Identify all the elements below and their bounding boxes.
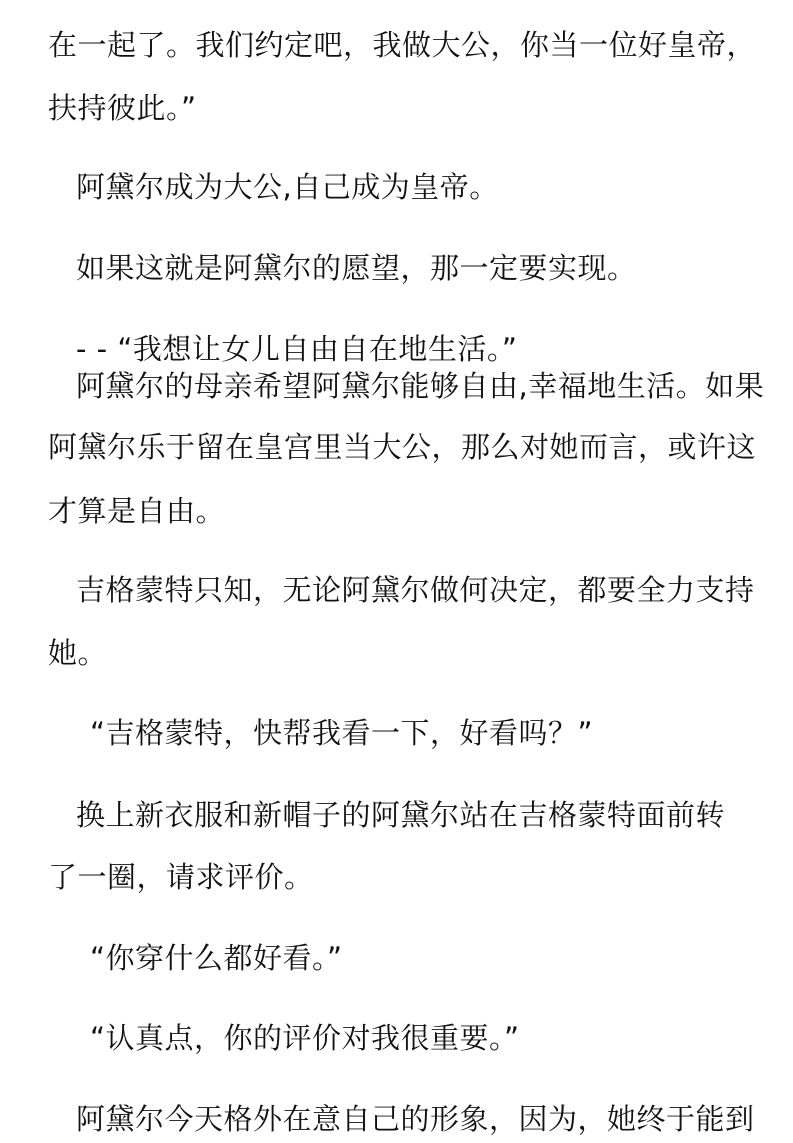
text-line: 扶持彼此。” bbox=[48, 91, 197, 125]
text-line: 阿黛尔乐于留在皇宫里当大公，那么对她而言，或许这 bbox=[48, 430, 757, 464]
text-line: 阿黛尔今天格外在意自己的形象，因为，她终于能到 bbox=[76, 1102, 755, 1136]
text-line: “认真点，你的评价对我很重要。” bbox=[90, 1021, 520, 1055]
text-line: 如果这就是阿黛尔的愿望，那一定要实现。 bbox=[76, 251, 637, 285]
text-line: 才算是自由。 bbox=[48, 494, 226, 528]
text-line: 换上新衣服和新帽子的阿黛尔站在吉格蒙特面前转 bbox=[76, 798, 726, 832]
text-line: “你穿什么都好看。” bbox=[90, 941, 343, 975]
text-line: - - “我想让女儿自由自在地生活。” bbox=[76, 332, 518, 366]
text-line: “吉格蒙特，快帮我看一下，好看吗？” bbox=[90, 716, 594, 750]
text-line: 吉格蒙特只知，无论阿黛尔做何决定，都要全力支持 bbox=[76, 573, 755, 607]
text-line: 了一圈，请求评价。 bbox=[48, 860, 314, 894]
text-line: 在一起了。我们约定吧，我做大公，你当一位好皇帝， bbox=[48, 28, 757, 62]
text-line: 阿黛尔成为大公,自己成为皇帝。 bbox=[76, 170, 499, 204]
text-line: 她。 bbox=[48, 636, 108, 670]
text-line: 阿黛尔的母亲希望阿黛尔能够自由,幸福地生活。如果 bbox=[76, 369, 765, 403]
